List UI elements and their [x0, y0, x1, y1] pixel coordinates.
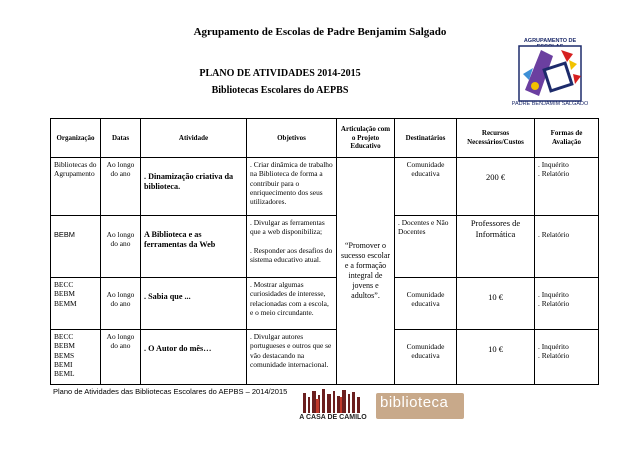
cell-atividade: . Sabia que ... [141, 278, 247, 330]
cell-destinatarios: Comunidade educativa [395, 158, 457, 216]
cell-org: BEBM [51, 216, 101, 278]
cell-org: BECC BEBM BEMM [51, 278, 101, 330]
table-row [51, 216, 599, 278]
plan-title: PLANO DE ATIVIDADES 2014-2015 [199, 68, 361, 79]
logo-top-text: AGRUPAMENTO DE [523, 38, 577, 44]
table-row [51, 330, 599, 385]
cell-avaliacao: . Relatório [535, 216, 599, 278]
cell-datas: Ao longo do ano [101, 330, 141, 385]
cell-atividade: . O Autor do mês… [141, 330, 247, 385]
cell-articulacao: “Promover o sucesso escolar e a formação integral de jovens e adultos”. [337, 158, 395, 385]
plan-subtitle: Bibliotecas Escolares do AEPBS [211, 85, 349, 96]
casa-de-camilo-label: A CASA DE CAMILO [299, 414, 367, 421]
cell-destinatarios: Comunidade educativa [395, 278, 457, 330]
cell-objetivos: . Mostrar algumas curiosidades de interesse, relacionadas com a escola, e o meio circundante. [247, 278, 337, 330]
cell-avaliacao: . Inquérito . Relatório [535, 330, 599, 385]
cell-avaliacao: . Inquérito . Relatório [535, 278, 599, 330]
cell-datas: Ao longo do ano [101, 158, 141, 216]
cell-atividade: . Dinamização criativa da biblioteca. [141, 158, 247, 216]
cell-org: Bibliotecas do Agrupamento [51, 158, 101, 216]
cell-objetivos: . Divulgar as ferramentas que a web disponibiliza; . Responder aos desafios do sistema educativo atual. [247, 216, 337, 278]
activities-table [50, 118, 599, 385]
cell-datas: Ao longo do ano [101, 278, 141, 330]
header-articulacao: Articulação com o Projeto Educativo [337, 119, 395, 158]
header-organizacao: Organização [51, 119, 101, 158]
header-atividade: Atividade [141, 119, 247, 158]
cell-recursos: 200 € [457, 158, 535, 216]
cell-destinatarios: . Docentes e Não Docentes [395, 216, 457, 278]
logo-bottom-text: PADRE BENJAMIM SALGADO [511, 101, 589, 107]
table-header-row [51, 119, 599, 158]
cell-avaliacao: . Inquérito . Relatório [535, 158, 599, 216]
table-row [51, 278, 599, 330]
cell-org: BECC BEBM BEMS BEMI BEML [51, 330, 101, 385]
cell-objetivos: . Divulgar autores portugueses e outros que se vão destacando na comunidade internacional. [247, 330, 337, 385]
school-name: Agrupamento de Escolas de Padre Benjamim Salgado [193, 26, 447, 38]
table-row [51, 158, 599, 216]
cell-datas: Ao longo do ano [101, 216, 141, 278]
cell-atividade: A Biblioteca e as ferramentas da Web [141, 216, 247, 278]
cell-recursos: 10 € [457, 330, 535, 385]
header-objetivos: Objetivos [247, 119, 337, 158]
cell-objetivos: . Criar dinâmica de trabalho na Biblioteca de forma a contribuir para o enriquecimento dos seus utilizadores. [247, 158, 337, 216]
footer-text: Plano de Atividades das Bibliotecas Escolares do AEPBS – 2014/2015 [53, 387, 288, 396]
cell-recursos: 10 € [457, 278, 535, 330]
header-recursos: Recursos Necessários/Custos [457, 119, 535, 158]
header-destinatarios: Destinatários [395, 119, 457, 158]
cell-recursos: Professores de Informática [457, 216, 535, 278]
header-avaliacao: Formas de Avaliação [535, 119, 599, 158]
biblioteca-logo-text: biblioteca [380, 394, 449, 411]
cell-destinatarios: Comunidade educativa [395, 330, 457, 385]
header-datas: Datas [101, 119, 141, 158]
